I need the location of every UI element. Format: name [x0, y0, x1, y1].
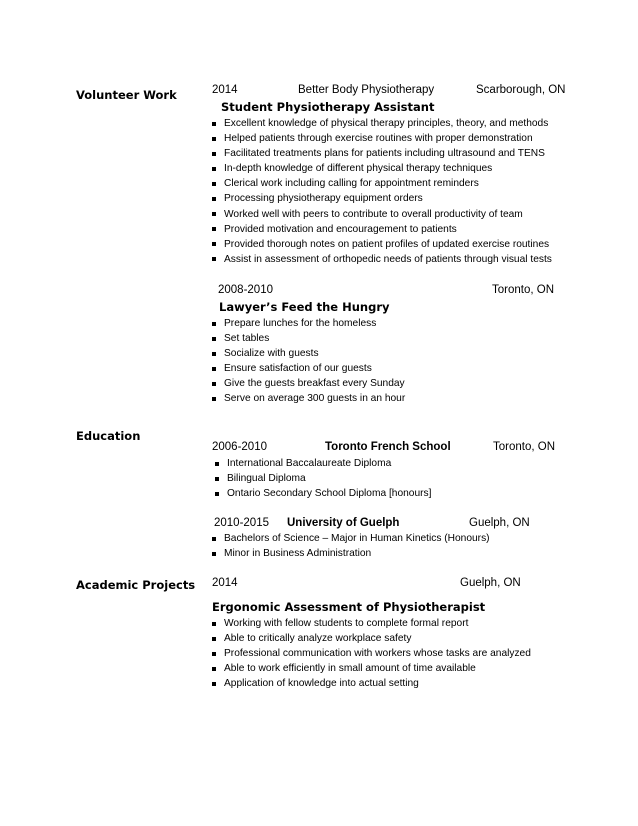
bullet-list — [214, 456, 431, 501]
list-item: Ontario Secondary School Diploma [honours] — [214, 486, 431, 501]
list-item: Processing physiotherapy equipment orders — [211, 191, 552, 206]
list-item: Excellent knowledge of physical therapy principles, theory, and methods — [211, 116, 552, 131]
section-heading-volunteer: Volunteer Work — [76, 88, 177, 102]
entry-organization: Better Body Physiotherapy — [298, 84, 435, 96]
list-item: Bachelors of Science – Major in Human Kinetics (Honours) — [211, 531, 490, 546]
list-item: Socialize with guests — [211, 346, 405, 361]
list-item: Helped patients through exercise routines with proper demonstration — [211, 131, 552, 146]
section-heading-education: Education — [76, 429, 141, 443]
list-item: Provided motivation and encouragement to patients — [211, 222, 552, 237]
list-item: Clerical work including calling for appointment reminders — [211, 176, 552, 191]
list-item: Ensure satisfaction of our guests — [211, 361, 405, 376]
bullet-list — [211, 616, 531, 691]
list-item: International Baccalaureate Diploma — [214, 456, 431, 471]
entry-role: Lawyer’s Feed the Hungry — [219, 300, 390, 314]
project-title: Ergonomic Assessment of Physiotherapist — [212, 600, 486, 614]
list-item: Working with fellow students to complete formal report — [211, 616, 531, 631]
entry-location: Guelph, ON — [469, 517, 530, 529]
list-item: Minor in Business Administration — [211, 546, 490, 561]
entry-location: Scarborough, ON — [476, 84, 566, 96]
list-item: Assist in assessment of orthopedic needs of patients through visual tests — [211, 252, 552, 267]
entry-location: Toronto, ON — [492, 284, 554, 296]
list-item: Facilitated treatments plans for patients including ultrasound and TENS — [211, 146, 552, 161]
list-item: Bilingual Diploma — [214, 471, 431, 486]
entry-school: Toronto French School — [325, 441, 451, 453]
list-item: Able to critically analyze workplace safety — [211, 631, 531, 646]
entry-date: 2014 — [212, 84, 238, 96]
entry-location: Guelph, ON — [460, 577, 521, 589]
list-item: Prepare lunches for the homeless — [211, 316, 405, 331]
bullet-list — [211, 116, 552, 267]
list-item: Serve on average 300 guests in an hour — [211, 391, 405, 406]
list-item: Professional communication with workers whose tasks are analyzed — [211, 646, 531, 661]
entry-date: 2014 — [212, 577, 238, 589]
list-item: In-depth knowledge of different physical therapy techniques — [211, 161, 552, 176]
entry-date: 2006-2010 — [212, 441, 267, 453]
entry-date: 2010-2015 — [214, 517, 269, 529]
entry-date: 2008-2010 — [218, 284, 273, 296]
list-item: Able to work efficiently in small amount of time available — [211, 661, 531, 676]
bullet-list — [211, 316, 405, 407]
list-item: Give the guests breakfast every Sunday — [211, 376, 405, 391]
entry-school: University of Guelph — [287, 517, 400, 529]
section-heading-projects: Academic Projects — [76, 578, 196, 592]
list-item: Application of knowledge into actual setting — [211, 676, 531, 691]
list-item: Provided thorough notes on patient profiles of updated exercise routines — [211, 237, 552, 252]
list-item: Worked well with peers to contribute to overall productivity of team — [211, 207, 552, 222]
entry-role: Student Physiotherapy Assistant — [221, 100, 435, 114]
bullet-list — [211, 531, 490, 561]
entry-location: Toronto, ON — [493, 441, 555, 453]
list-item: Set tables — [211, 331, 405, 346]
